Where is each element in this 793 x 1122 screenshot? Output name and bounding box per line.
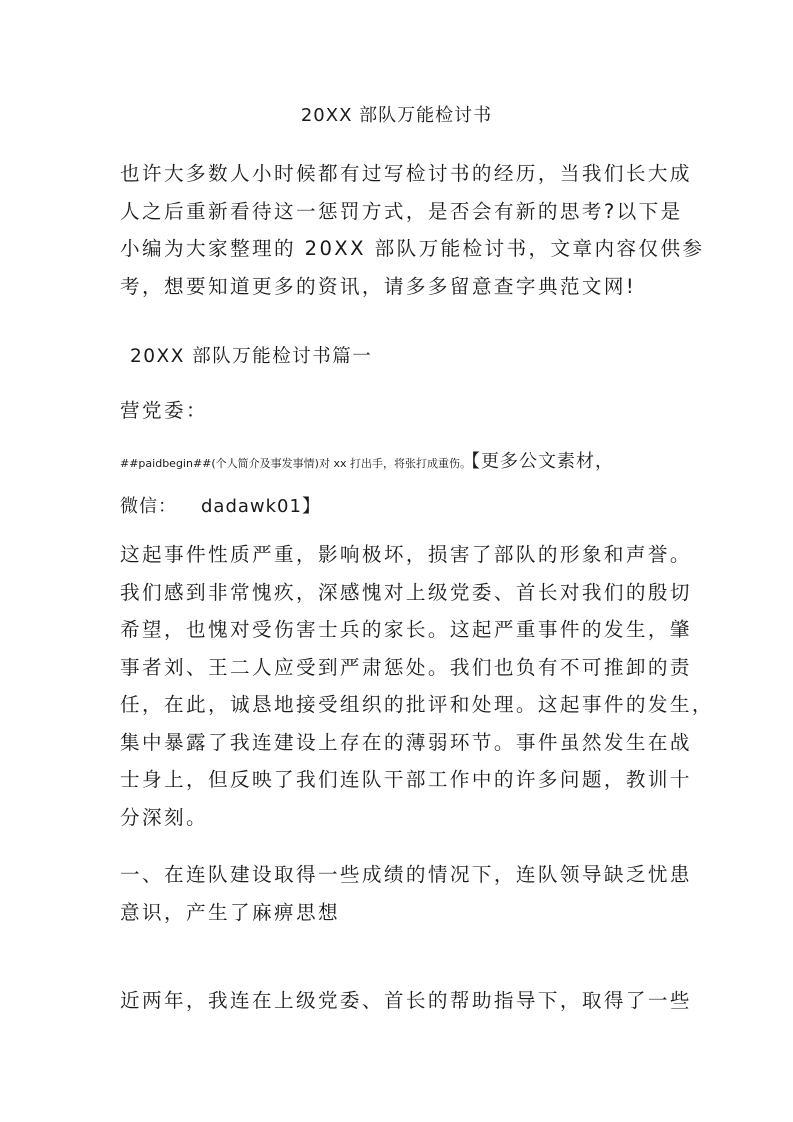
body-line: 士身上，但反映了我们连队干部工作中的许多问题，教训十 bbox=[120, 768, 692, 791]
intro-line: 小编为大家整理的 20XX 部队万能检讨书，文章内容仅供参 bbox=[120, 237, 705, 260]
heading-line: 意识，产生了麻痹思想 bbox=[120, 900, 340, 924]
section-heading-1 bbox=[120, 856, 692, 931]
body-line: 集中暴露了我连建设上存在的薄弱环节。事件虽然发生在战 bbox=[120, 730, 692, 754]
body-line: 分深刻。 bbox=[120, 805, 208, 829]
greeting-text: 营党委： bbox=[120, 399, 208, 422]
wechat-label: 微信： bbox=[120, 496, 177, 517]
body-line: 事者刘、王二人应受到严肃惩处。我们也负有不可推卸的责 bbox=[120, 655, 692, 679]
document-title: 20XX 部队万能检讨书 bbox=[300, 105, 493, 126]
last-paragraph bbox=[120, 982, 692, 1020]
intro-line: 考，想要知道更多的资讯，请多多留意查字典范文网! bbox=[120, 274, 637, 298]
body-line: 这起事件性质严重，影响极坏，损害了部队的形象和声誉。 bbox=[120, 543, 692, 566]
heading-line: 一、在连队建设取得一些成绩的情况下，连队领导缺乏忧患 bbox=[120, 863, 692, 886]
intro-line: 也许大多数人小时候都有过写检讨书的经历，当我们长大成 bbox=[120, 162, 692, 185]
body-line: 我们感到非常愧疚，深感愧对上级党委、首长对我们的殷切 bbox=[120, 580, 692, 604]
body-line: 任，在此，诚恳地接受组织的批评和处理。这起事件的发生， bbox=[120, 693, 714, 716]
intro-line: 人之后重新看待这一惩罚方式，是否会有新的思考?以下是 bbox=[120, 199, 683, 223]
body-paragraph bbox=[120, 536, 714, 836]
material-note bbox=[120, 448, 680, 478]
wechat-line bbox=[120, 488, 678, 526]
subtitle-text: 20XX 部队万能检讨书篇一 bbox=[130, 346, 373, 367]
last-line: 近两年，我连在上级党委、首长的帮助指导下，取得了一些 bbox=[120, 989, 692, 1012]
note-bracket-text: 【更多公文素材， bbox=[470, 451, 614, 472]
greeting bbox=[120, 392, 678, 430]
intro-paragraph bbox=[120, 155, 705, 305]
section-subtitle bbox=[130, 338, 688, 376]
note-small-text: ##paidbegin##(个人简介及事发事情)对 xx 打出手，将张打成重伤。 bbox=[120, 457, 471, 470]
wechat-id: dadawk01】 bbox=[201, 496, 321, 517]
body-line: 希望，也愧对受伤害士兵的家长。这起严重事件的发生，肇 bbox=[120, 618, 692, 641]
